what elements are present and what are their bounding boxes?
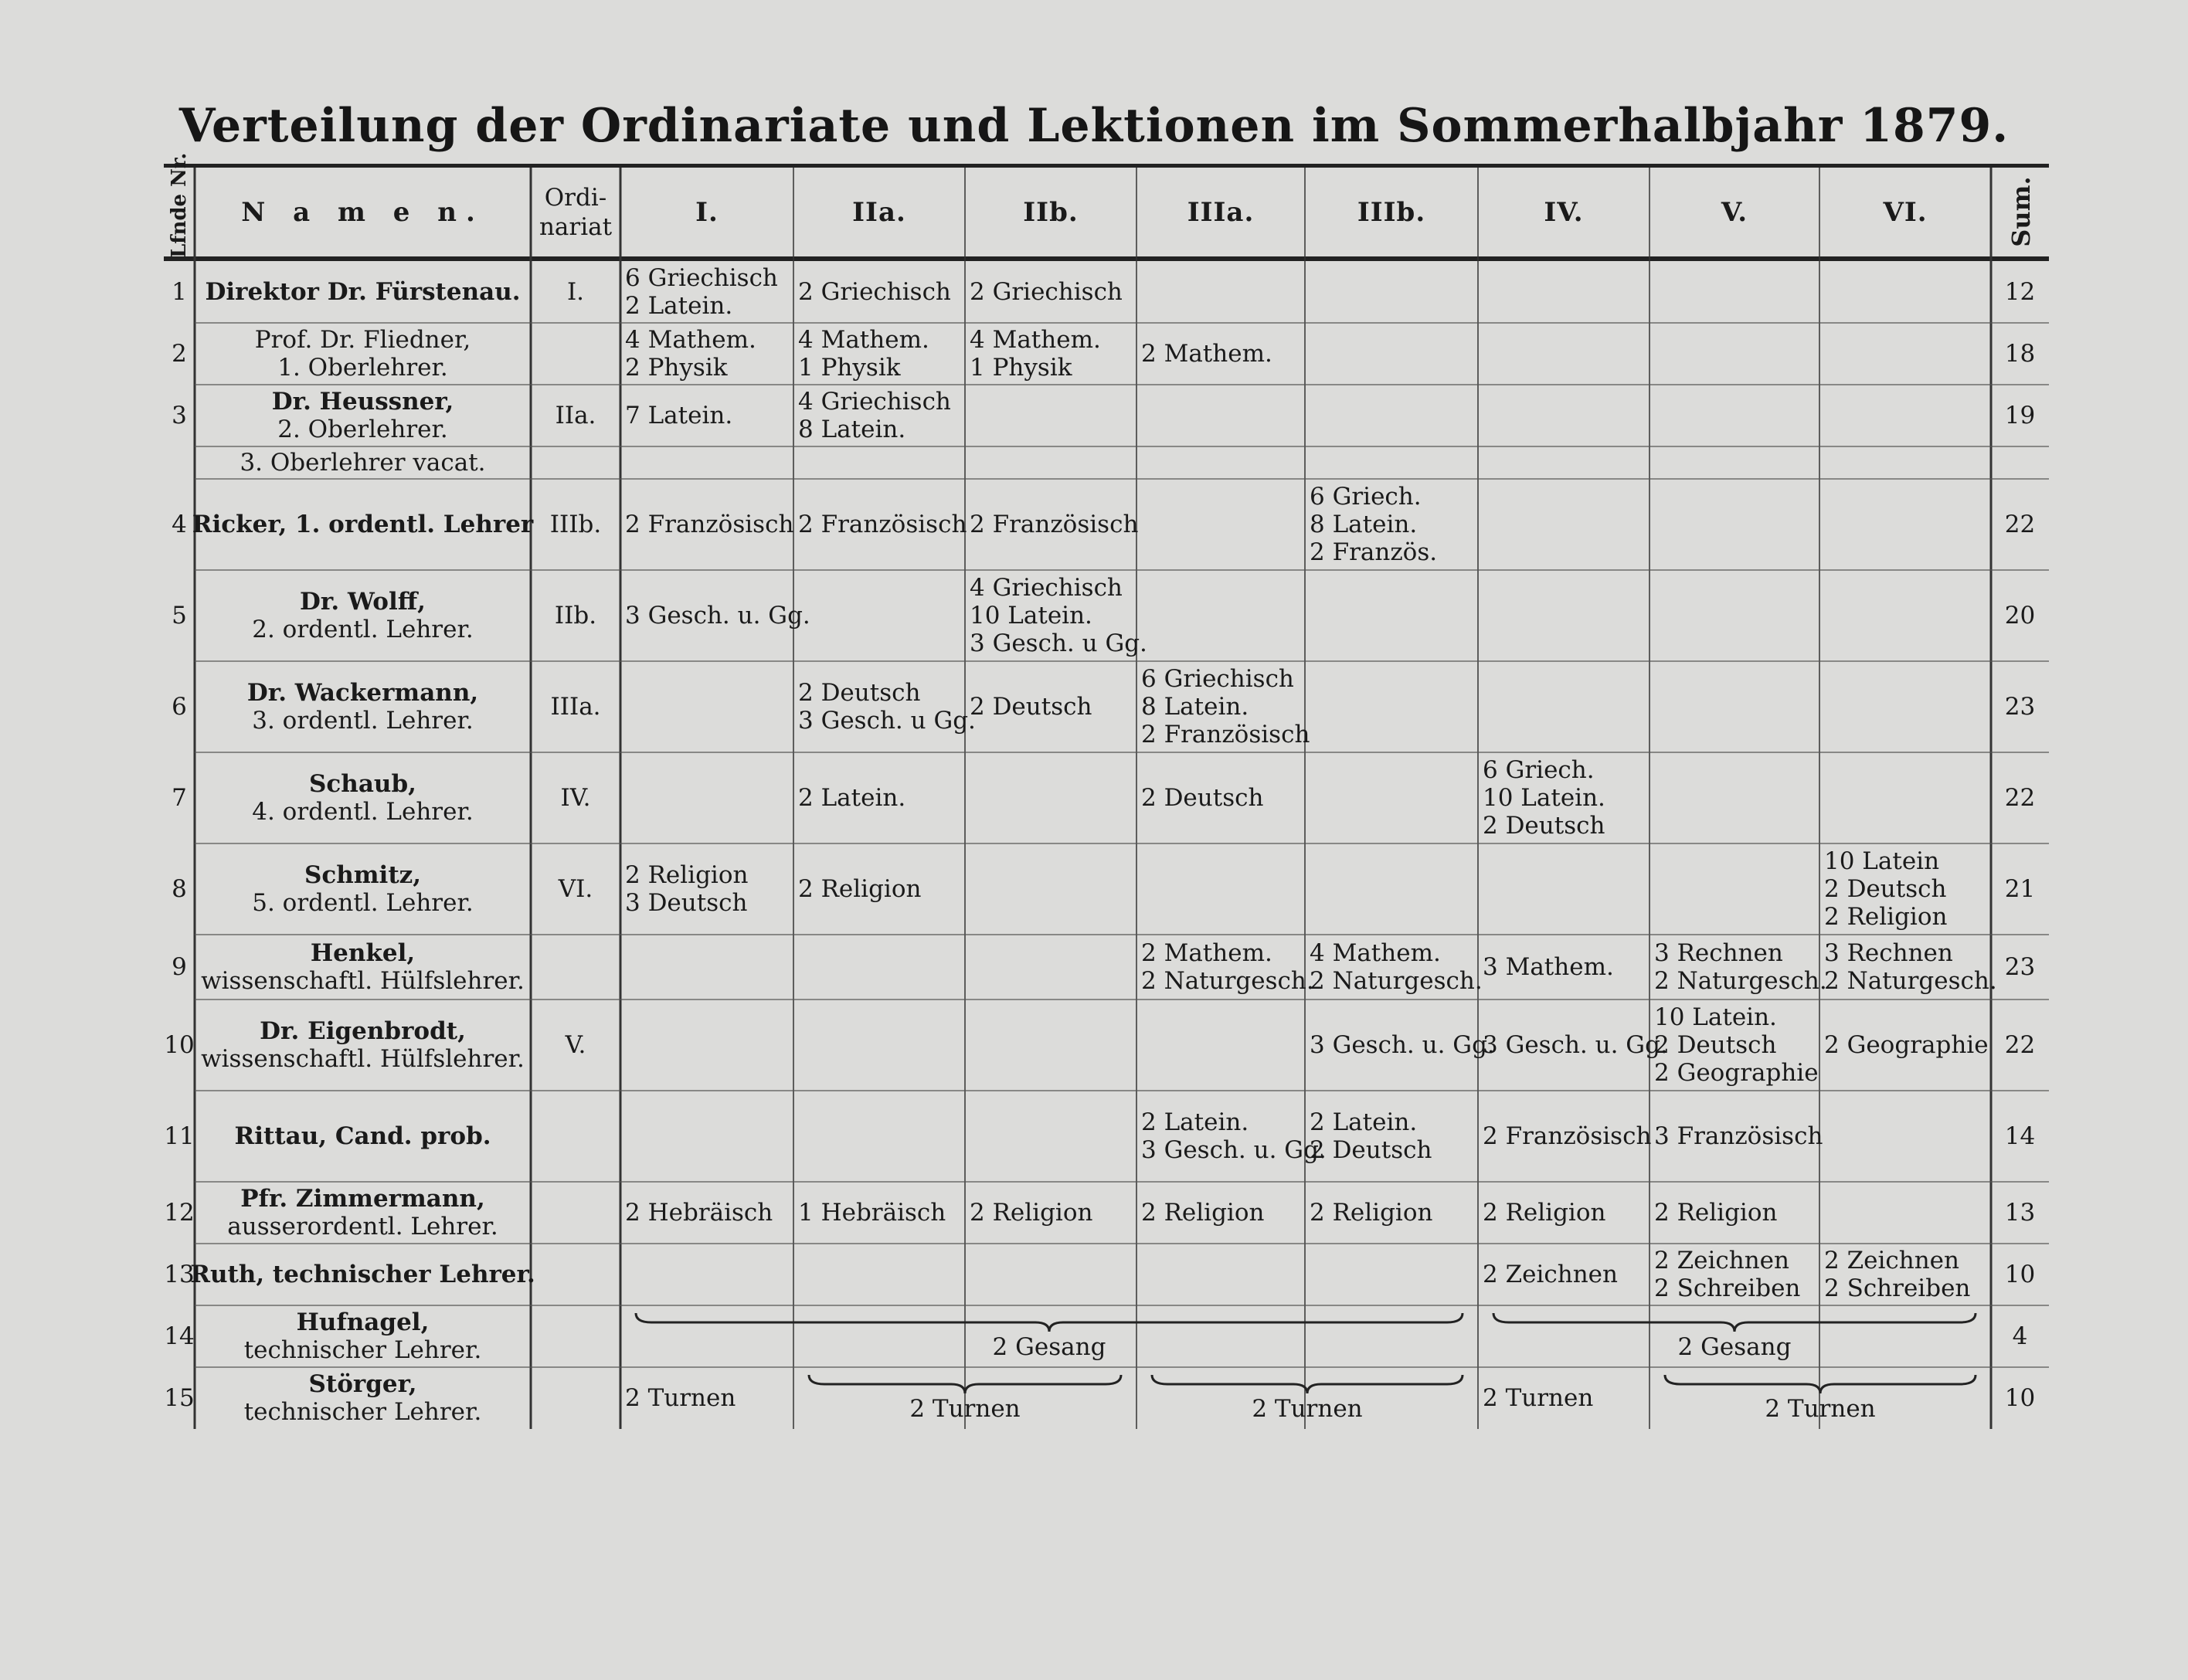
cell-line: 2 Latein. <box>798 784 906 812</box>
ordinariat-value: IIa. <box>555 402 596 429</box>
lesson-cell <box>620 323 793 385</box>
cell-line: 2 Schreiben <box>1824 1274 1971 1302</box>
cell-line: 10 Latein <box>1824 847 1940 875</box>
lesson-cell <box>1649 1091 1823 1182</box>
lesson-cell <box>1305 1182 1478 1244</box>
teacher-name <box>195 1305 531 1367</box>
lesson-cell <box>1478 1000 1668 1091</box>
ordinariat-value <box>531 935 620 1000</box>
cell-line: 3 Gesch. u. Gg. <box>1310 1031 1495 1059</box>
cell-line: 2 Deutsch <box>1310 1136 1432 1164</box>
cell-line: 8 Latein. <box>798 416 906 443</box>
row-sum: 21 <box>2004 875 2036 903</box>
span-label: 2 Gesang <box>1677 1333 1792 1361</box>
lesson-cell <box>620 1367 793 1429</box>
lesson-cell <box>620 479 793 570</box>
row-sum: 10 <box>2004 1384 2036 1412</box>
lesson-cell <box>793 1182 965 1244</box>
row-number: 12 <box>164 1199 195 1227</box>
row-number: 11 <box>164 1122 195 1150</box>
cell-line: 2 Naturgesch. <box>1654 967 1827 995</box>
lesson-cell <box>793 385 965 446</box>
row-number: 8 <box>172 875 187 903</box>
cell-line: 3 Rechnen <box>1654 939 1783 967</box>
teacher-name <box>195 570 531 661</box>
row-sum <box>1991 446 2049 479</box>
cell-line: 2 Griechisch <box>970 278 1123 306</box>
cell-line: 2 Deutsch <box>1824 875 1947 903</box>
cell-line: 1 Hebräisch <box>798 1199 946 1227</box>
ordinariat-value: VI. <box>558 875 593 903</box>
cell-line: 2 Französisch <box>970 511 1139 538</box>
lesson-cell <box>1478 752 1649 843</box>
teacher-name-main: Prof. Dr. Fliedner, <box>254 326 471 354</box>
cell-line: 3 Mathem. <box>1483 953 1614 981</box>
cell-line: 2 Naturgesch. <box>1824 967 1997 995</box>
cell-line: 2 Religion <box>798 875 922 903</box>
cell-line: 3 Rechnen <box>1824 939 1953 967</box>
lesson-cell <box>793 843 965 935</box>
column-header-class: V. <box>1721 196 1748 228</box>
row-number: 6 <box>172 693 187 721</box>
cell-line: 2 Naturgesch. <box>1310 967 1483 995</box>
cell-line: 2 Hebräisch <box>625 1199 773 1227</box>
lesson-cell <box>965 479 1139 570</box>
row-number: 2 <box>172 340 187 368</box>
lesson-cell <box>1136 1182 1305 1244</box>
lesson-cell <box>1305 935 1483 1000</box>
lesson-cell <box>1819 935 1997 1000</box>
teacher-name-main: Dr. Wackermann, <box>246 679 479 707</box>
lesson-cell <box>1819 843 1991 935</box>
column-header-ordinariat: Ordi- nariat <box>539 183 613 241</box>
lesson-cell <box>1305 1091 1478 1182</box>
lesson-cell <box>1478 1244 1649 1305</box>
cell-line: 2 Französisch <box>1141 721 1310 748</box>
ordinariat-value: I. <box>566 278 585 306</box>
cell-line: 2 Religion <box>1483 1199 1606 1227</box>
lesson-cell <box>1136 752 1305 843</box>
lesson-cell <box>620 570 810 661</box>
teacher-name-sub: 2. ordentl. Lehrer. <box>252 616 474 643</box>
teacher-name-sub: 1. Oberlehrer. <box>277 354 448 382</box>
cell-line: 2 Mathem. <box>1141 939 1272 967</box>
cell-line: 8 Latein. <box>1141 693 1249 721</box>
row-sum: 23 <box>2004 953 2036 981</box>
teacher-name <box>195 843 531 935</box>
cell-line: 2 Französisch <box>1483 1122 1652 1150</box>
lesson-cell <box>965 1182 1136 1244</box>
ordinariat-value <box>531 1305 620 1367</box>
cell-line: 1 Physik <box>970 354 1072 382</box>
cell-line: 4 Mathem. <box>970 326 1101 354</box>
ordinariat-value <box>531 446 620 479</box>
teacher-name <box>190 1244 535 1305</box>
cell-line: 2 Mathem. <box>1141 340 1272 368</box>
cell-line: 2 Französisch <box>625 511 794 538</box>
cell-line: 3 Gesch. u Gg. <box>970 630 1147 657</box>
cell-line: 10 Latein. <box>1483 784 1605 812</box>
lesson-cell <box>1136 935 1314 1000</box>
page-title: Verteilung der Ordinariate und Lektionen im Sommerhalbjahr 1879. <box>178 99 2010 153</box>
teacher-name <box>195 661 531 752</box>
ordinariat-value <box>531 1367 620 1429</box>
teacher-name-sub: 2. Oberlehrer. <box>277 416 448 443</box>
ordinariat-value: IV. <box>560 784 591 812</box>
cell-line: 2 Griechisch <box>798 278 951 306</box>
row-sum: 10 <box>2004 1261 2036 1288</box>
row-number: 3 <box>172 402 187 429</box>
cell-line: 2 Deutsch <box>1654 1031 1777 1059</box>
column-header-class: IIIa. <box>1187 196 1255 228</box>
ordinariat-value: IIIa. <box>550 693 601 721</box>
cell-line: 4 Mathem. <box>798 326 929 354</box>
lesson-cell <box>1136 1091 1327 1182</box>
teacher-name-sub: wissenschaftl. Hülfslehrer. <box>201 967 525 995</box>
row-sum: 18 <box>2004 340 2036 368</box>
row-sum: 14 <box>2004 1122 2036 1150</box>
lesson-cell <box>965 261 1136 323</box>
teacher-name-main: Dr. Wolff, <box>300 588 426 616</box>
row-number: 15 <box>164 1384 195 1412</box>
cell-line: 2 Turnen <box>1483 1384 1594 1412</box>
cell-line: 2 Deutsch <box>970 693 1092 721</box>
row-sum: 13 <box>2004 1199 2036 1227</box>
teacher-name-sub: technischer Lehrer. <box>243 1336 482 1364</box>
teacher-name-sub: 4. ordentl. Lehrer. <box>252 798 474 826</box>
lesson-cell <box>965 323 1136 385</box>
cell-line: 4 Griechisch <box>798 388 951 416</box>
cell-line: 2 Zeichnen <box>1483 1261 1618 1288</box>
cell-line: 2 Religion <box>1141 1199 1265 1227</box>
ordinariat-value <box>531 1244 620 1305</box>
lesson-cell <box>1819 1000 1991 1091</box>
teacher-name-sub: 5. ordentl. Lehrer. <box>252 889 474 917</box>
row-number: 5 <box>172 602 187 630</box>
row-sum: 12 <box>2004 278 2036 306</box>
cell-line: 2 Latein. <box>1141 1108 1249 1136</box>
teacher-name-main: Ricker, 1. ordentl. Lehrer <box>192 511 534 538</box>
ordinariat-value: V. <box>565 1031 586 1059</box>
row-sum: 4 <box>2012 1322 2028 1350</box>
span-label: 2 Gesang <box>992 1333 1106 1361</box>
teacher-name <box>195 1000 531 1091</box>
cell-line: 1 Physik <box>798 354 901 382</box>
cell-line: 2 Deutsch <box>1141 784 1264 812</box>
teacher-name <box>195 1182 531 1244</box>
row-sum: 19 <box>2004 402 2036 429</box>
row-sum: 23 <box>2004 693 2036 721</box>
span-label: 2 Turnen <box>909 1395 1021 1423</box>
cell-line: 8 Latein. <box>1310 511 1418 538</box>
lesson-cell <box>620 385 793 446</box>
span-label: 2 Turnen <box>1765 1395 1876 1423</box>
lesson-cell <box>1478 1091 1652 1182</box>
teacher-name <box>192 479 534 570</box>
lesson-cell <box>1649 1244 1819 1305</box>
teacher-name-main: 3. Oberlehrer vacat. <box>240 449 486 477</box>
lesson-cell <box>965 570 1147 661</box>
teacher-name-main: Dr. Eigenbrodt, <box>260 1017 466 1045</box>
teacher-name-main: Schmitz, <box>304 861 422 889</box>
lesson-cell <box>1478 1367 1649 1429</box>
cell-line: 3 Gesch. u Gg. <box>798 707 976 735</box>
lesson-cell <box>620 1182 793 1244</box>
cell-line: 4 Mathem. <box>1310 939 1441 967</box>
column-header-nr: Lfnde Nr. <box>168 152 191 258</box>
teacher-name-main: Henkel, <box>310 939 416 967</box>
lesson-cell <box>965 661 1136 752</box>
lesson-cell <box>1819 1244 1991 1305</box>
teacher-name <box>195 935 531 1000</box>
cell-line: 2 Französisch <box>798 511 967 538</box>
teacher-name-main: Pfr. Zimmermann, <box>240 1185 485 1213</box>
column-header-name: N a m e n. <box>241 196 484 228</box>
cell-line: 10 Latein. <box>970 602 1092 630</box>
column-header-class: I. <box>695 196 719 228</box>
row-number: 10 <box>164 1031 195 1059</box>
lesson-cell <box>1649 935 1827 1000</box>
lesson-cell <box>1649 1000 1819 1091</box>
teacher-name <box>195 261 531 323</box>
cell-line: 7 Latein. <box>625 402 733 429</box>
row-sum: 20 <box>2004 602 2036 630</box>
span-label: 2 Turnen <box>1252 1395 1363 1423</box>
teacher-name <box>195 446 531 479</box>
cell-line: 6 Griechisch <box>625 264 778 292</box>
lesson-cell <box>1305 1000 1495 1091</box>
cell-line: 2 Religion <box>625 861 749 889</box>
row-number: 14 <box>164 1322 195 1350</box>
row-number: 13 <box>164 1261 195 1288</box>
lesson-cell <box>1136 323 1305 385</box>
lesson-cell <box>1478 935 1649 1000</box>
cell-line: 2 Geographie <box>1824 1031 1989 1059</box>
teacher-name-sub: 3. ordentl. Lehrer. <box>252 707 474 735</box>
cell-line: 6 Griech. <box>1310 483 1422 511</box>
row-sum: 22 <box>2004 511 2036 538</box>
teacher-name-main: Rittau, Cand. prob. <box>234 1122 491 1150</box>
cell-line: 2 Deutsch <box>1483 812 1605 840</box>
lesson-cell <box>620 843 793 935</box>
cell-line: 2 Schreiben <box>1654 1274 1801 1302</box>
cell-line: 6 Griechisch <box>1141 665 1294 693</box>
row-sum: 22 <box>2004 784 2036 812</box>
lesson-cell <box>1305 479 1478 570</box>
cell-line: 2 Physik <box>625 354 728 382</box>
cell-line: 2 Deutsch <box>798 679 921 707</box>
cell-line: 2 Turnen <box>625 1384 736 1412</box>
teacher-name-sub: technischer Lehrer. <box>243 1398 482 1426</box>
lesson-cell <box>793 261 965 323</box>
cell-line: 2 Geographie <box>1654 1059 1819 1087</box>
lesson-cell <box>1136 661 1310 752</box>
teacher-name-main: Dr. Heussner, <box>271 388 454 416</box>
lesson-cell <box>1478 1182 1649 1244</box>
teacher-name-main: Schaub, <box>309 770 416 798</box>
cell-line: 2 Latein. <box>625 292 733 320</box>
teacher-name-sub: wissenschaftl. Hülfslehrer. <box>201 1045 525 1073</box>
lesson-cell <box>793 323 965 385</box>
lesson-cell <box>793 661 976 752</box>
row-number: 4 <box>172 511 187 538</box>
column-header-sum: Sum. <box>2006 176 2036 247</box>
cell-line: 2 Religion <box>1310 1199 1433 1227</box>
cell-line: 2 Religion <box>1824 903 1948 931</box>
ordinariat-value: IIIb. <box>549 511 602 538</box>
lesson-cell <box>1649 1182 1819 1244</box>
cell-line: 3 Französisch <box>1654 1122 1823 1150</box>
teacher-name <box>195 323 531 385</box>
lesson-cell <box>793 479 965 570</box>
row-number <box>164 446 195 479</box>
teacher-name <box>195 1091 531 1182</box>
cell-line: 2 Latein. <box>1310 1108 1418 1136</box>
cell-line: 4 Mathem. <box>625 326 756 354</box>
ordinariat-value <box>531 1182 620 1244</box>
column-header-class: IIIb. <box>1357 196 1426 228</box>
cell-line: 3 Gesch. u. Gg. <box>625 602 810 630</box>
teacher-name-sub: ausserordentl. Lehrer. <box>227 1213 498 1240</box>
teacher-name <box>195 385 531 446</box>
ordinariat-value <box>531 1091 620 1182</box>
lesson-cell <box>793 752 965 843</box>
row-number: 9 <box>172 953 187 981</box>
cell-line: 2 Zeichnen <box>1654 1247 1789 1274</box>
column-header-class: IV. <box>1544 196 1584 228</box>
cell-line: 4 Griechisch <box>970 574 1123 602</box>
teacher-name <box>195 1367 531 1429</box>
cell-line: 3 Deutsch <box>625 889 748 917</box>
cell-line: 6 Griech. <box>1483 756 1595 784</box>
cell-line: 2 Religion <box>1654 1199 1778 1227</box>
row-number: 1 <box>172 278 187 306</box>
cell-line: 2 Religion <box>970 1199 1093 1227</box>
cell-line: 3 Gesch. u. Gg. <box>1483 1031 1668 1059</box>
row-sum: 22 <box>2004 1031 2036 1059</box>
teacher-name-main: Direktor Dr. Fürstenau. <box>205 278 521 306</box>
teacher-name-main: Hufnagel, <box>296 1308 430 1336</box>
cell-line: 2 Naturgesch. <box>1141 967 1314 995</box>
cell-line: 2 Zeichnen <box>1824 1247 1959 1274</box>
column-header-class: IIb. <box>1023 196 1079 228</box>
column-header-class: VI. <box>1883 196 1928 228</box>
ordinariat-value <box>531 323 620 385</box>
cell-line: 3 Gesch. u. Gg. <box>1141 1136 1327 1164</box>
teacher-name-main: Ruth, technischer Lehrer. <box>190 1261 535 1288</box>
column-header-class: IIa. <box>852 196 906 228</box>
teacher-name-main: Störger, <box>308 1370 417 1398</box>
teacher-name <box>195 752 531 843</box>
cell-line: 10 Latein. <box>1654 1003 1777 1031</box>
ordinariat-value: IIb. <box>554 602 597 630</box>
row-number: 7 <box>172 784 187 812</box>
cell-line: 2 Französ. <box>1310 538 1438 566</box>
lesson-cell <box>620 261 793 323</box>
